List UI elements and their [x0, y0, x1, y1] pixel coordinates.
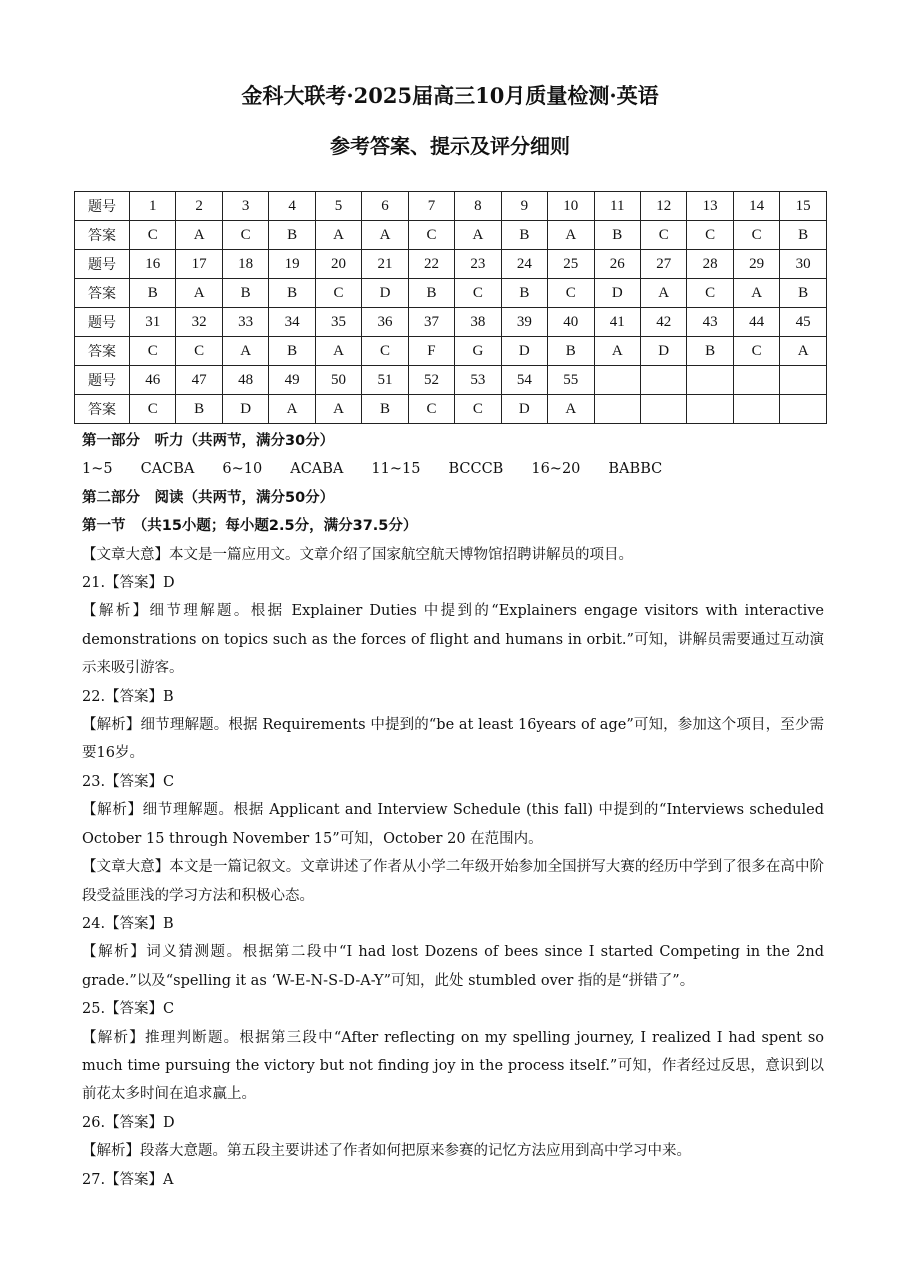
question-number-cell: 40 [548, 308, 594, 337]
answer-cell: A [176, 221, 222, 250]
question-number-cell: 29 [733, 250, 779, 279]
question-number-cell [594, 366, 640, 395]
question-number-cell [687, 366, 733, 395]
answer-cell: B [269, 221, 315, 250]
question-number-cell: 54 [501, 366, 547, 395]
q24-analysis: 【解析】词义猜测题。根据第二段中“I had lost Dozens of bees since I started Competing in the 2nd grade.”以及“spelling it as ‘W-E-N-S-D-A-Y”可知，此处 stumbled over 指的是“拼错了”。 [82, 944, 824, 989]
range-label: 6~10 [222, 461, 263, 478]
answer-row [75, 395, 827, 424]
question-number-cell: 45 [780, 308, 827, 337]
question-number-cell: 7 [408, 192, 454, 221]
q25-analysis: 【解析】推理判断题。根据第三段中“After reflecting on my spelling journey, I realized I had spent so much time pursuing the victory but not finding joy in the process itself.”可知，作者经过反思，意识到以前花太多时间在追求赢上。 [82, 1029, 824, 1103]
question-number-cell: 39 [501, 308, 547, 337]
answer-cell: C [130, 221, 176, 250]
question-number-cell [733, 366, 779, 395]
answer-row [75, 221, 827, 250]
answer-cell [687, 395, 733, 424]
question-number-cell: 1 [130, 192, 176, 221]
question-number-cell: 26 [594, 250, 640, 279]
range-answers: BCCCB [448, 461, 504, 478]
answer-cell: C [733, 221, 779, 250]
question-number-cell: 15 [780, 192, 827, 221]
answer-cell: A [594, 337, 640, 366]
answer-cell: B [408, 279, 454, 308]
question-number-cell [780, 366, 827, 395]
question-number-cell: 23 [455, 250, 501, 279]
range-label: 1~5 [82, 461, 113, 478]
question-number-cell: 34 [269, 308, 315, 337]
question-number-cell: 35 [315, 308, 361, 337]
answer-cell: C [548, 279, 594, 308]
answer-cell: A [222, 337, 268, 366]
question-number-row [75, 192, 827, 221]
document-subtitle: 参考答案、提示及评分细则 [330, 134, 570, 158]
question-number-cell: 38 [455, 308, 501, 337]
row-header: 题号 [75, 366, 130, 395]
answer-cell: C [130, 395, 176, 424]
question-number-cell: 37 [408, 308, 454, 337]
question-number-cell: 28 [687, 250, 733, 279]
question-number-cell: 44 [733, 308, 779, 337]
answer-cell: B [594, 221, 640, 250]
answer-cell: B [176, 395, 222, 424]
document-title: 金科大联考·2025届高三10月质量检测·英语 [241, 83, 659, 108]
question-number-cell: 13 [687, 192, 733, 221]
answer-cell [733, 395, 779, 424]
answer-cell: C [687, 221, 733, 250]
answer-cell: A [733, 279, 779, 308]
answer-cell: B [501, 221, 547, 250]
range-answers: BABBC [608, 461, 663, 478]
q21-answer: 21.【答案】D [82, 575, 175, 592]
answer-cell: B [780, 221, 827, 250]
question-number-cell [640, 366, 686, 395]
answer-cell: D [501, 337, 547, 366]
question-number-cell: 36 [362, 308, 408, 337]
range-label: 16~20 [531, 461, 581, 478]
answer-cell: A [362, 221, 408, 250]
question-number-cell: 27 [640, 250, 686, 279]
row-header: 答案 [75, 279, 130, 308]
part1-heading: 第一部分 听力（共两节，满分30分） [82, 433, 335, 449]
question-number-cell: 22 [408, 250, 454, 279]
q24-answer: 24.【答案】B [82, 915, 174, 932]
answer-cell [780, 395, 827, 424]
question-number-cell: 49 [269, 366, 315, 395]
q22-answer: 22.【答案】B [82, 688, 174, 705]
part2-heading: 第二部分 阅读（共两节，满分50分） [82, 489, 335, 506]
question-number-cell: 32 [176, 308, 222, 337]
question-number-cell: 33 [222, 308, 268, 337]
question-number-cell: 14 [733, 192, 779, 221]
question-number-row [75, 250, 827, 279]
question-number-cell: 20 [315, 250, 361, 279]
row-header: 答案 [75, 221, 130, 250]
question-number-cell: 31 [130, 308, 176, 337]
answer-cell: B [269, 337, 315, 366]
q27-answer: 27.【答案】A [82, 1171, 174, 1188]
answer-cell: A [455, 221, 501, 250]
answer-cell: B [222, 279, 268, 308]
question-number-cell: 5 [315, 192, 361, 221]
section1-heading: 第一节 （共15小题；每小题2.5分，满分37.5分） [82, 518, 418, 535]
answer-cell: C [408, 395, 454, 424]
answer-cell: C [408, 221, 454, 250]
answer-cell [640, 395, 686, 424]
question-number-cell: 3 [222, 192, 268, 221]
question-number-row [75, 366, 827, 395]
answer-cell: A [780, 337, 827, 366]
answer-cell: C [455, 395, 501, 424]
question-number-cell: 24 [501, 250, 547, 279]
answer-cell: A [176, 279, 222, 308]
passage-b-summary: 【文章大意】本文是一篇记叙文。文章讲述了作者从小学二年级开始参加全国拼写大赛的经历中学到了很多在高中阶段受益匪浅的学习方法和积极心态。 [82, 859, 824, 904]
question-number-cell: 17 [176, 250, 222, 279]
question-number-cell: 51 [362, 366, 408, 395]
question-number-cell: 52 [408, 366, 454, 395]
q25-answer: 25.【答案】C [82, 1001, 175, 1018]
answer-cell: F [408, 337, 454, 366]
question-number-cell: 55 [548, 366, 594, 395]
answer-cell: A [315, 221, 361, 250]
answer-cell: D [362, 279, 408, 308]
question-number-cell: 16 [130, 250, 176, 279]
answer-cell: B [362, 395, 408, 424]
answer-cell: B [269, 279, 315, 308]
range-label: 11~15 [371, 461, 421, 478]
question-number-cell: 50 [315, 366, 361, 395]
q26-analysis: 【解析】段落大意题。第五段主要讲述了作者如何把原来参赛的记忆方法应用到高中学习中来。 [82, 1143, 691, 1160]
row-header: 答案 [75, 337, 130, 366]
question-number-cell: 46 [130, 366, 176, 395]
q23-analysis: 【解析】细节理解题。根据 Applicant and Interview Schedule (this fall) 中提到的“Interviews scheduled October 15 through November 15”可知，October 20 在范围内。 [82, 802, 824, 847]
answer-cell: D [222, 395, 268, 424]
answer-cell: A [640, 279, 686, 308]
answer-cell: C [455, 279, 501, 308]
answer-cell: A [269, 395, 315, 424]
answer-row [75, 279, 827, 308]
answer-row [75, 337, 827, 366]
row-header: 题号 [75, 250, 130, 279]
answer-cell: C [640, 221, 686, 250]
question-number-cell: 43 [687, 308, 733, 337]
q26-answer: 26.【答案】D [82, 1114, 175, 1131]
row-header: 题号 [75, 308, 130, 337]
question-number-cell: 25 [548, 250, 594, 279]
answer-cell: A [315, 395, 361, 424]
answer-cell [594, 395, 640, 424]
question-number-cell: 4 [269, 192, 315, 221]
answer-cell: C [687, 279, 733, 308]
question-number-cell: 42 [640, 308, 686, 337]
row-header: 题号 [75, 192, 130, 221]
answer-cell: C [130, 337, 176, 366]
question-number-cell: 9 [501, 192, 547, 221]
answer-cell: A [315, 337, 361, 366]
answer-cell: B [780, 279, 827, 308]
passage-a-summary: 【文章大意】本文是一篇应用文。文章介绍了国家航空航天博物馆招聘讲解员的项目。 [82, 546, 633, 563]
answer-cell: C [733, 337, 779, 366]
q21-analysis: 【解析】细节理解题。根据 Explainer Duties 中提到的“Explainers engage visitors with interactive demonstrations on topics such as the forces of flight and humans in orbit.”可知，讲解员需要通过互动演示来吸引游客。 [82, 603, 824, 677]
answer-cell: C [362, 337, 408, 366]
answer-cell: D [640, 337, 686, 366]
answer-cell: G [455, 337, 501, 366]
question-number-cell: 18 [222, 250, 268, 279]
question-number-cell: 12 [640, 192, 686, 221]
row-header: 答案 [75, 395, 130, 424]
range-answers: ACABA [290, 461, 344, 478]
question-number-cell: 47 [176, 366, 222, 395]
range-answers: CACBA [140, 461, 195, 478]
question-number-row [75, 308, 827, 337]
answer-cell: B [130, 279, 176, 308]
answer-cell: C [315, 279, 361, 308]
question-number-cell: 11 [594, 192, 640, 221]
question-number-cell: 48 [222, 366, 268, 395]
question-number-cell: 6 [362, 192, 408, 221]
answer-cell: B [501, 279, 547, 308]
question-number-cell: 21 [362, 250, 408, 279]
question-number-cell: 30 [780, 250, 827, 279]
answer-cell: A [548, 395, 594, 424]
q23-answer: 23.【答案】C [82, 773, 175, 790]
answer-cell: D [501, 395, 547, 424]
question-number-cell: 8 [455, 192, 501, 221]
answer-cell: C [176, 337, 222, 366]
answer-table [74, 191, 827, 424]
question-number-cell: 2 [176, 192, 222, 221]
answer-cell: B [687, 337, 733, 366]
answer-cell: C [222, 221, 268, 250]
answer-content [82, 427, 824, 1194]
question-number-cell: 41 [594, 308, 640, 337]
q22-analysis: 【解析】细节理解题。根据 Requirements 中提到的“be at least 16years of age”可知，参加这个项目，至少需要16岁。 [82, 717, 824, 762]
listening-summary [82, 455, 824, 483]
question-number-cell: 10 [548, 192, 594, 221]
question-number-cell: 19 [269, 250, 315, 279]
answer-cell: A [548, 221, 594, 250]
answer-cell: D [594, 279, 640, 308]
answer-cell: B [548, 337, 594, 366]
question-number-cell: 53 [455, 366, 501, 395]
